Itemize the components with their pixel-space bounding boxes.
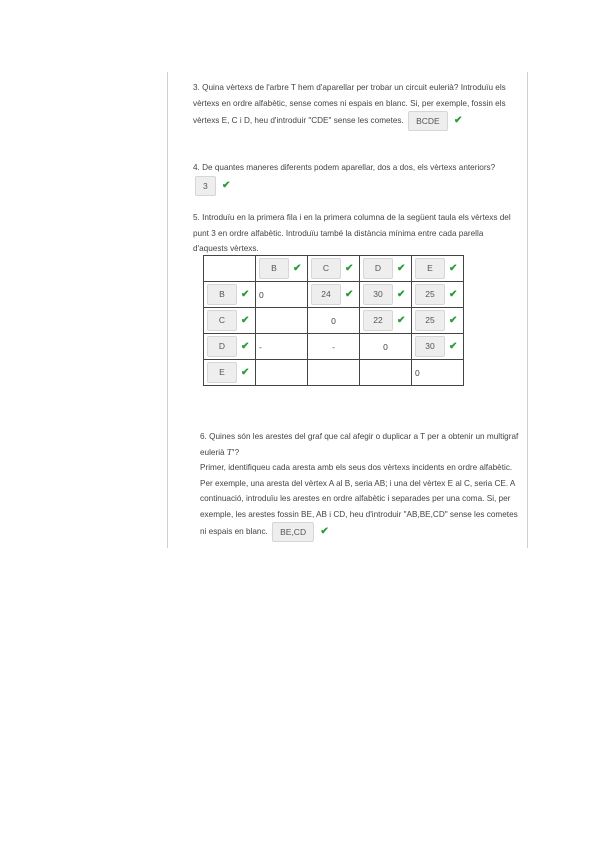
question-3-answer-input[interactable]: BCDE [408, 111, 448, 131]
table-cell [360, 334, 412, 360]
question-6-text: 6. Quines són les arestes del graf que cal afegir o duplicar a T per a obtenir un multigraf eulerià [200, 432, 519, 457]
cell-value: 0 [331, 315, 336, 326]
correct-check-icon: ✔ [241, 367, 250, 378]
table-cell [308, 282, 360, 308]
table-cell [360, 360, 412, 386]
cell-value [256, 316, 259, 326]
correct-check-icon: ✔ [320, 526, 329, 538]
table-header-cell [360, 256, 412, 282]
table-row [204, 334, 464, 360]
question-3 [193, 80, 518, 131]
table-cell [412, 334, 464, 360]
cell-value: - [332, 341, 335, 352]
question-4-text: 4. De quantes maneres diferents podem aparellar, dos a dos, els vèrtexs anteriors? [193, 163, 496, 172]
cell-value: - [259, 341, 262, 352]
row-header-cell [204, 308, 256, 334]
correct-check-icon: ✔ [449, 263, 458, 274]
header-input[interactable]: E [415, 258, 445, 279]
correct-check-icon: ✔ [449, 289, 458, 300]
question-5-text: 5. Introduïu en la primera fila i en la primera columna de la següent taula els vèrtexs del punt 3 en ordre alfabètic. Introduïu també la distància mínima entre cada parella d'aquests vèrtexs. [193, 213, 511, 253]
correct-check-icon: ✔ [453, 115, 463, 127]
table-cell [412, 308, 464, 334]
question-6-answer-input[interactable]: BE,CD [272, 522, 314, 542]
table-header-cell [308, 256, 360, 282]
table-header-cell [256, 256, 308, 282]
table-cell [256, 308, 308, 334]
correct-check-icon: ✔ [241, 315, 250, 326]
table-cell [308, 360, 360, 386]
table-cell [256, 282, 308, 308]
correct-check-icon: ✔ [449, 315, 458, 326]
distance-input[interactable]: 22 [363, 310, 393, 331]
row-header-input[interactable]: C [207, 310, 237, 331]
correct-check-icon: ✔ [293, 263, 302, 274]
correct-check-icon: ✔ [397, 315, 406, 326]
question-4-answer-input[interactable]: 3 [195, 176, 216, 196]
row-header-input[interactable]: D [207, 336, 237, 357]
correct-check-icon: ✔ [241, 289, 250, 300]
question-6-instructions [200, 460, 520, 542]
table-cell [412, 360, 464, 386]
cell-value: 0 [259, 289, 264, 300]
table-cell [256, 360, 308, 386]
correct-check-icon: ✔ [345, 289, 354, 300]
question-5 [193, 210, 518, 257]
cell-value [308, 368, 311, 378]
table-row [204, 308, 464, 334]
row-header-cell [204, 282, 256, 308]
table-row [204, 282, 464, 308]
cell-value: 0 [415, 367, 420, 378]
question-3-text: 3. Quina vèrtexs de l'arbre T hem d'aparellar per trobar un circuit eulerià? Introduïu els vèrtexs en ordre alfabètic, sense comes ni espais en blanc. Si, per exemple, fossin els vèrtexs E, C i D, heu d'introduir "CDE" sense les cometes. [193, 83, 506, 126]
question-6 [200, 429, 520, 542]
table-cell [308, 308, 360, 334]
row-header-cell [204, 360, 256, 386]
correct-check-icon: ✔ [397, 263, 406, 274]
question-mark: ? [234, 447, 240, 457]
distance-table [203, 255, 464, 386]
table-corner-cell [204, 256, 256, 282]
math-symbol: T' [226, 446, 235, 457]
correct-check-icon: ✔ [222, 179, 231, 191]
question-4 [193, 160, 498, 196]
question-6-instructions-text: Primer, identifiqueu cada aresta amb els seus dos vèrtexs incidents en ordre alfabètic. Per exemple, una aresta del vèrtex A al B, seria AB; i una del vèrtex E al C, seria CE. A continuació, introduïu les arestes en ordre alfabètic i separades per una coma. Si, per exemple, les arestes fossin BE, AB i CD, heu d'introduir "AB,BE,CD" sense les cometes ni espais en blanc. [200, 463, 518, 537]
question-6-line1 [200, 429, 520, 460]
distance-input[interactable]: 24 [311, 284, 341, 305]
correct-check-icon: ✔ [345, 263, 354, 274]
cell-value: 0 [383, 341, 388, 352]
table-cell [360, 282, 412, 308]
header-input[interactable]: C [311, 258, 341, 279]
correct-check-icon: ✔ [241, 341, 250, 352]
table-header-cell [412, 256, 464, 282]
table-header-row [204, 256, 464, 282]
distance-input[interactable]: 25 [415, 284, 445, 305]
cell-value [360, 368, 363, 378]
header-input[interactable]: B [259, 258, 289, 279]
correct-check-icon: ✔ [397, 289, 406, 300]
table-cell [360, 308, 412, 334]
distance-input[interactable]: 25 [415, 310, 445, 331]
distance-input[interactable]: 30 [363, 284, 393, 305]
row-header-cell [204, 334, 256, 360]
row-header-input[interactable]: E [207, 362, 237, 383]
cell-value [256, 368, 259, 378]
header-input[interactable]: D [363, 258, 393, 279]
table-row [204, 360, 464, 386]
table-cell [308, 334, 360, 360]
table-cell [412, 282, 464, 308]
row-header-input[interactable]: B [207, 284, 237, 305]
distance-input[interactable]: 30 [415, 336, 445, 357]
correct-check-icon: ✔ [449, 341, 458, 352]
table-cell [256, 334, 308, 360]
